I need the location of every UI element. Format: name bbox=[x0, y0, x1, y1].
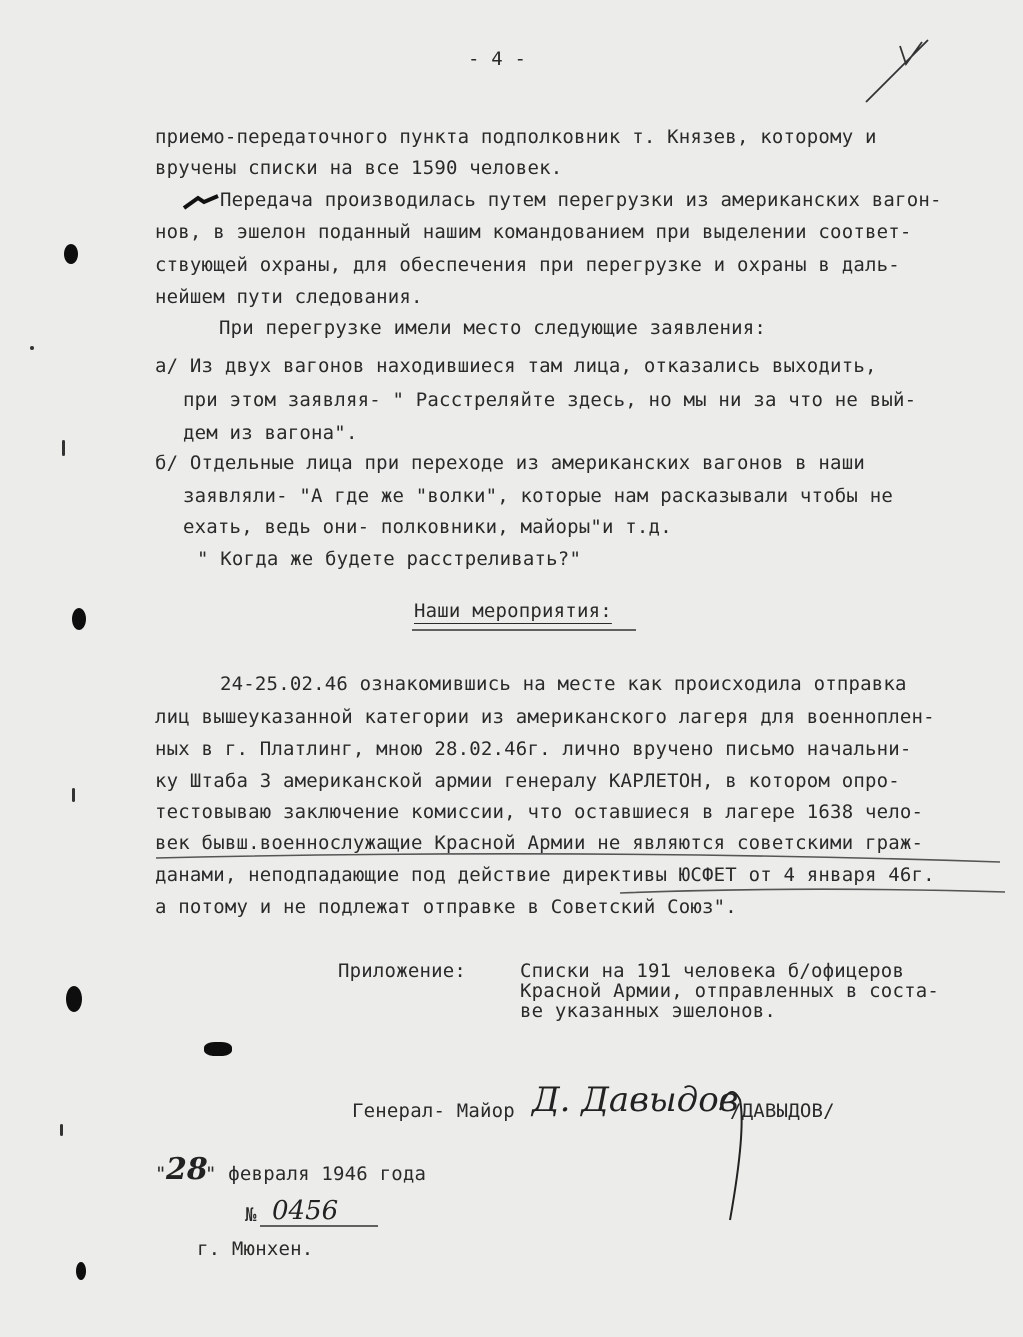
text-line-4: нов, в эшелон поданный нашим командованием при выделении соответ- bbox=[155, 221, 912, 243]
signature-stroke-icon bbox=[700, 1070, 760, 1230]
text-line-15: 24-25.02.46 ознакомившись на месте как происходила отправка bbox=[220, 673, 907, 695]
attachment-line-1: Списки на 191 человека б/офицеров bbox=[520, 960, 905, 982]
signature-name: /ДАВЫДОВ/ bbox=[730, 1100, 835, 1122]
signature-handwritten: Д. Давыдов bbox=[532, 1080, 739, 1120]
date-rest: " февраля 1946 года bbox=[205, 1163, 427, 1185]
text-line-18: ку Штаба 3 американской армии генералу КАРЛЕТОН, в котором опро- bbox=[155, 770, 900, 792]
date-day-handwritten: 28 bbox=[166, 1152, 208, 1187]
text-line-3: Передача производилась путем перегрузки из американских вагон- bbox=[220, 189, 942, 211]
number-prefix: № bbox=[245, 1204, 257, 1226]
text-line-10: дем из вагона". bbox=[183, 422, 358, 444]
text-line-19: тестовываю заключение комиссии, что оставшиеся в лагере 1638 чело- bbox=[155, 801, 924, 823]
text-line-16: лиц вышеуказанной категории из американского лагеря для военноплен- bbox=[155, 706, 935, 728]
attachment-line-2: Красной Армии, отправленных в соста- bbox=[520, 980, 940, 1002]
text-line-21: данами, неподпадающие под действие директивы ЮСФЕТ от 4 января 46г. bbox=[155, 864, 935, 886]
page-number: - 4 - bbox=[468, 48, 527, 70]
text-line-9: при этом заявляя- " Расстреляйте здесь, но мы ни за что не вый- bbox=[183, 389, 917, 411]
text-line-17: ных в г. Платлинг, мною 28.02.46г. лично вручено письмо начальни- bbox=[155, 738, 912, 760]
text-line-12: заявляли- "А где же "волки", которые нам расказывали чтобы не bbox=[183, 485, 893, 507]
text-line-5: ствующей охраны, для обеспечения при перегрузке и охраны в даль- bbox=[155, 254, 900, 276]
text-line-2: вручены списки на все 1590 человек. bbox=[155, 157, 563, 179]
number-handwritten: 0456 bbox=[272, 1196, 339, 1226]
text-line-13: ехать, ведь они- полковники, майоры"и т.д. bbox=[183, 516, 672, 538]
section-heading: Наши мероприятия: bbox=[414, 600, 612, 622]
text-line-8: а/ Из двух вагонов находившиеся там лица, отказались выходить, bbox=[155, 355, 877, 377]
text-line-11: б/ Отдельные лица при переходе из американских вагонов в наши bbox=[155, 452, 865, 474]
text-line-7: При перегрузке имели место следующие заявления: bbox=[219, 317, 767, 339]
signature-rank: Генерал- Майор bbox=[352, 1100, 515, 1122]
date-quote-open: " bbox=[155, 1163, 167, 1185]
text-line-20: век бывш.военнослужащие Красной Армии не являются советскими граж- bbox=[155, 832, 924, 854]
text-line-1: приемо-передаточного пункта подполковник т. Князев, которому и bbox=[155, 126, 877, 148]
text-line-22: а потому и не подлежат отправке в Советский Союз". bbox=[155, 896, 737, 918]
attachment-line-3: ве указанных эшелонов. bbox=[520, 1000, 777, 1022]
city: г. Мюнхен. bbox=[197, 1238, 314, 1260]
number-underline bbox=[260, 1224, 380, 1228]
attachment-label: Приложение: bbox=[338, 960, 467, 982]
text-line-14: " Когда же будете расстреливать?" bbox=[197, 548, 582, 570]
text-line-6: нейшем пути следования. bbox=[155, 286, 423, 308]
